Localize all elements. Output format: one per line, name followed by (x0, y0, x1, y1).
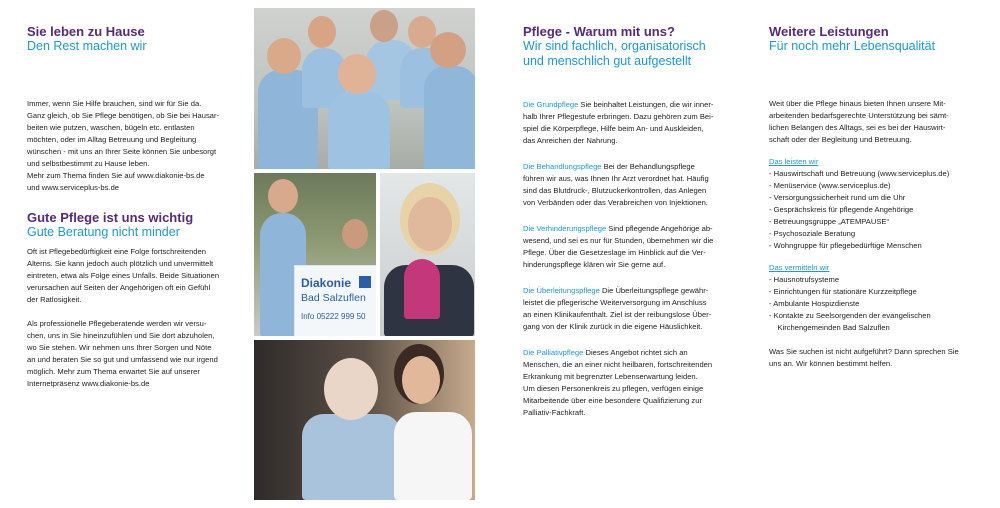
paragraph-care-2: Als professionelle Pflegeberatende werden wir versu- chen, uns in Sie hineinzufühlen und Sie dort abzuholen, wo Sie stehen. Wir nehmen uns Ihrer Sorgen und Nöte an und beraten Sie so gut und umfassend wie nur irgend möglich. Mehr zum Thema erwartet Sie auf unserer Internetpräsenz www.diakonie-bs.de (27, 319, 218, 388)
paragraph-care-1: Oft ist Pflegebedürftigkeit eine Folge fortschreitenden Alterns. Sie kann jedoch auch plötzlich und unvermittelt eintreten, etwa als Folge eines Unfalls. Beide Situationen verursachen auf Seiten der Angehörigen oft ein Gefühl der Ratlosigkeit. (27, 247, 220, 304)
list-item: - Betreuungsgruppe „ATEMPAUSE“ (769, 217, 890, 226)
referrals-list (769, 274, 991, 334)
care-photo (254, 340, 475, 500)
column-why-us (523, 0, 745, 419)
section-title-care: Gute Pflege ist uns wichtig (27, 210, 194, 225)
car-sign-place: Bad Salzuflen (301, 292, 366, 304)
block-verhinderungspflege: Die Verhinderungspflege Sind pflegende Angehörige ab- wesend, und sei es nur für Stunden, übernehmen wir die Pflege. Über die Gesetzeslage im Hinblick auf die Ver- hinderungspflege klären wir Sie gerne auf. (523, 224, 714, 269)
column-more-services (769, 0, 991, 370)
list-item: - Kontakte zu Seelsorgenden der evangelischen (769, 311, 931, 320)
block-ueberleitungspflege: Die Überleitungspflege Die Überleitungspflege gewähr- leistet die pflegerische Weiterversorgung im Anschluss an einen Klinikaufenthalt. Ziel ist der reibungslose Über- gang von der Klinik zurück in die eigene Häuslichkeit. (523, 286, 712, 331)
block-grundpflege: Die Grundpflege Sie beinhaltet Leistungen, die wir inner- halb Ihrer Pflegestufe erbringen. Dazu gehören zum Bei- spiel die Körperpflege, Hilfe beim An- und Auskleiden, das Anreichen der Nahrung. (523, 100, 714, 145)
column-intro (27, 0, 242, 390)
diakonie-logo-text: Diakonie (301, 276, 352, 290)
list-item: - Wohngruppe für pflegebedürftige Menschen (769, 241, 922, 250)
section-subtitle-home: Den Rest machen wir (27, 39, 147, 53)
team-photo (254, 8, 475, 169)
services-list (769, 168, 991, 252)
list-item: - Versorgungssicherheit rund um die Uhr (769, 193, 906, 202)
list-item: - Ambulante Hospizdienste (769, 299, 860, 308)
paragraph-more-outro: Was Sie suchen ist nicht aufgeführt? Dann sprechen Sie uns an. Wir können bestimmt helfen. (769, 347, 959, 368)
list-item: - Hausnotrufsysteme (769, 275, 840, 284)
car-photo (254, 173, 376, 336)
section-title-home: Sie leben zu Hause (27, 24, 145, 39)
car-sign-phone: Info 05222 999 50 (301, 312, 366, 321)
list-title-services: Das leisten wir (769, 157, 819, 166)
list-item: - Menüservice (www.serviceplus.de) (769, 181, 891, 190)
section-title-more: Weitere Leistungen (769, 24, 889, 39)
paragraph-home: Immer, wenn Sie Hilfe brauchen, sind wir für Sie da. Ganz gleich, ob Sie Pflege benötigen, ob Sie bei Hausar- beiten wie putzen, waschen, bügeln etc. entlasten möchten, oder im Alltag Betreuung und Begleitung wünschen - mit uns an Ihrer Seite können Sie unbesorgt und selbstbestimmt zu Hause leben. Mehr zum Thema finden Sie auf www.diakonie-bs.de und www.serviceplus-bs.de (27, 99, 220, 192)
section-subtitle-why-1: Wir sind fachlich, organisatorisch (523, 39, 706, 53)
car-door-sign (294, 265, 376, 336)
list-item: - Gesprächskreis für pflegende Angehörige (769, 205, 914, 214)
list-title-referrals: Das vermitteln wir (769, 263, 830, 272)
paragraph-more-intro: Weit über die Pflege hinaus bieten Ihnen unsere Mit- arbeitenden bedarfsgerechte Unterstützung bei sämt- lichen Belangen des Alltags, sei es bei der Hauswirt- schaft oder der Begleitung und Betreuung. (769, 99, 949, 144)
section-subtitle-more: Für noch mehr Lebensqualität (769, 39, 936, 53)
section-title-why: Pflege - Warum mit uns? (523, 24, 675, 39)
section-subtitle-care: Gute Beratung nicht minder (27, 225, 180, 239)
list-item: Kirchengemeinden Bad Salzuflen (769, 323, 890, 332)
block-palliativpflege: Die Palliativpflege Dieses Angebot richtet sich an Menschen, die an einer nicht heilbaren, fortschreitenden Erkrankung mit begrenzter Lebenserwartung leiden. Um diesen Personenkreis zu pflegen, verfügen einige Mitarbeitende über eine besondere Qualifizierung zur Palliativ-Fachkraft. (523, 348, 713, 417)
portrait-photo (380, 173, 475, 336)
section-subtitle-why-2: und menschlich gut aufgestellt (523, 54, 692, 68)
list-item: - Psychosoziale Beratung (769, 229, 856, 238)
list-item: - Hauswirtschaft und Betreuung (www.serviceplus.de) (769, 169, 950, 178)
diakonie-cross-icon (359, 276, 371, 288)
block-behandlungspflege: Die Behandlungspflege Bei der Behandlungspflege führen wir aus, was Ihnen Ihr Arzt verordnet hat. Häufig sind das Blutdruck-, Blutzuckerkontrollen, das Anlegen von Verbänden oder das Verabreichen von Injektionen. (523, 162, 709, 207)
list-item: - Einrichtungen für stationäre Kurzzeitpflege (769, 287, 917, 296)
